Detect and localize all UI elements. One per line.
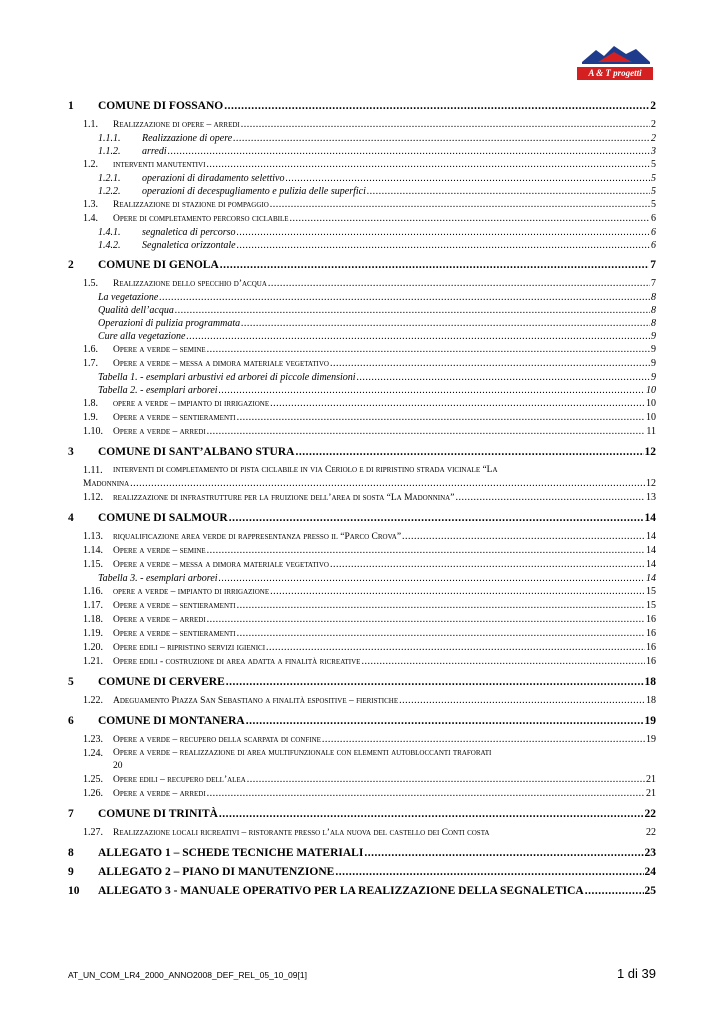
toc-entry[interactable]: [68, 172, 656, 185]
toc-entry[interactable]: [68, 655, 656, 669]
toc-entry-page: 23: [644, 847, 656, 859]
toc-dot-leader: [367, 185, 650, 198]
toc-dot-leader: [246, 715, 644, 727]
toc-entry-title: ALLEGATO 2 – PIANO DI MANUTENZIONE: [98, 866, 335, 878]
toc-entry-page: 7: [651, 278, 656, 289]
page-footer: [68, 966, 656, 981]
toc-entry-number: 1.26.: [83, 788, 103, 799]
toc-entry-title: COMUNE DI TRINITÀ: [98, 808, 218, 820]
toc-entry[interactable]: [68, 411, 656, 425]
toc-entry[interactable]: [68, 239, 656, 252]
toc-dot-leader: [207, 787, 645, 800]
toc-entry-title: Opere a verde – messa a dimora materiale vegetativo: [113, 359, 329, 369]
toc-entry-page: 5: [651, 173, 656, 184]
toc-entry-page: 9: [651, 372, 656, 383]
toc-entry-number: 1: [68, 100, 74, 112]
toc-entry-page: 8: [651, 292, 656, 303]
toc-entry[interactable]: [68, 491, 656, 505]
toc-dot-leader: [237, 599, 645, 612]
toc-entry-title: interventi di completamento di pista ciclabile in via Ceriolo e di ripristino strada vicinale “La: [113, 465, 498, 475]
toc-entry-page: 6: [651, 227, 656, 238]
toc-entry[interactable]: [68, 118, 656, 132]
toc-entry-title: COMUNE DI SANT’ALBANO STURA: [98, 446, 295, 458]
toc-entry-title: opere a verde – impianto di irrigazione: [113, 399, 270, 409]
toc-chapter[interactable]: [68, 259, 656, 271]
toc-entry-page: 21: [646, 774, 656, 785]
toc-entry-number: 1.4.1.: [98, 227, 121, 238]
toc-entry-page: 5: [651, 186, 656, 197]
toc-dot-leader: [402, 530, 645, 543]
toc-dot-leader: [330, 558, 645, 571]
toc-entry[interactable]: [68, 627, 656, 641]
toc-dot-leader: [220, 259, 649, 271]
toc-entry[interactable]: [68, 613, 656, 627]
toc-dot-leader: [290, 212, 650, 225]
toc-entry-page: 12: [646, 478, 656, 489]
toc-entry[interactable]: [68, 464, 656, 491]
toc-entry-number: 8: [68, 847, 74, 859]
table-of-contents: [68, 93, 656, 903]
toc-entry-number: 1.1.1.: [98, 133, 121, 144]
toc-entry[interactable]: [68, 787, 656, 801]
toc-entry-title: realizzazione di infrastrutture per la fruizione dell’area di sosta “La Madonnina”: [113, 493, 455, 503]
toc-dot-leader: [585, 885, 644, 897]
toc-entry-title: Opere a verde – arredi: [113, 615, 206, 625]
toc-dot-leader: [364, 847, 643, 859]
toc-dot-leader: [268, 277, 650, 290]
toc-entry-page: 11: [646, 426, 656, 437]
toc-entry-title: riqualificazione area verde di rappresentanza presso il “Parco Crova”: [113, 532, 402, 542]
toc-entry[interactable]: [68, 425, 656, 439]
toc-entry-page: 16: [646, 656, 656, 667]
toc-dot-leader: [130, 477, 645, 490]
toc-dot-leader: [237, 226, 650, 239]
toc-entry-page: 14: [646, 545, 656, 556]
toc-entry-number: 1.12.: [83, 492, 103, 503]
toc-entry[interactable]: [68, 185, 656, 198]
toc-entry-title: Opere di completamento percorso ciclabile: [113, 214, 289, 224]
toc-dot-leader: [295, 446, 643, 458]
toc-chapter[interactable]: [68, 446, 656, 458]
toc-dot-leader: [270, 585, 645, 598]
toc-entry[interactable]: [68, 304, 656, 317]
toc-entry-page: 16: [646, 614, 656, 625]
toc-dot-leader: [455, 491, 645, 504]
toc-entry-number: 7: [68, 808, 74, 820]
toc-entry-title: Opere a verde – messa a dimora materiale vegetativo: [113, 560, 329, 570]
toc-entry-page: 5: [651, 199, 656, 210]
toc-entry[interactable]: [68, 371, 656, 384]
toc-entry-number: 10: [68, 885, 80, 897]
toc-entry-title: Realizzazione di stazione di pompaggio: [113, 200, 269, 210]
toc-entry[interactable]: [68, 826, 656, 840]
toc-entry-title-continued: 20: [113, 761, 123, 771]
toc-entry-page: 9: [651, 331, 656, 342]
toc-entry-number: 1.25.: [83, 774, 103, 785]
toc-entry-title: Qualità dell’acqua: [98, 305, 174, 316]
toc-dot-leader: [399, 694, 645, 707]
toc-entry-number: 1.11.: [83, 465, 103, 476]
toc-entry-page: 19: [646, 734, 656, 745]
toc-entry[interactable]: [68, 277, 656, 291]
toc-entry-page: 15: [646, 600, 656, 611]
toc-chapter[interactable]: [68, 808, 656, 820]
toc-entry[interactable]: [68, 317, 656, 330]
toc-dot-leader: [237, 627, 645, 640]
toc-entry-page: 13: [646, 492, 656, 503]
toc-dot-leader: [224, 100, 649, 112]
toc-entry[interactable]: [68, 397, 656, 411]
toc-entry[interactable]: [68, 585, 656, 599]
toc-dot-leader: [229, 512, 644, 524]
toc-entry-number: 1.6.: [83, 344, 98, 355]
toc-dot-leader: [270, 397, 645, 410]
toc-entry-title: opere a verde – impianto di irrigazione: [113, 587, 270, 597]
toc-entry[interactable]: [68, 558, 656, 572]
toc-entry[interactable]: [68, 544, 656, 558]
toc-entry-page: 9: [651, 344, 656, 355]
toc-entry-title: Realizzazione di opere – arredi: [113, 120, 240, 130]
toc-entry-title: Cure alla vegetazione: [98, 331, 186, 342]
toc-entry-title: ALLEGATO 3 - MANUALE OPERATIVO PER LA REALIZZAZIONE DELLA SEGNALETICA: [98, 885, 584, 897]
toc-entry-title: interventi manutentivi: [113, 160, 206, 170]
toc-entry-title: COMUNE DI SALMOUR: [98, 512, 228, 524]
toc-dot-leader: [219, 808, 644, 820]
toc-entry-number: 1.17.: [83, 600, 103, 611]
toc-entry-page: 5: [651, 159, 656, 170]
toc-entry-number: 1.23.: [83, 734, 103, 745]
toc-entry-number: 1.4.2.: [98, 240, 121, 251]
toc-dot-leader: [159, 291, 650, 304]
toc-entry-page: 2: [651, 133, 656, 144]
toc-entry-number: 3: [68, 446, 74, 458]
toc-entry-number: 1.2.: [83, 159, 98, 170]
toc-entry-number: 1.14.: [83, 545, 103, 556]
toc-entry-page: 19: [644, 715, 656, 727]
toc-entry-page: 6: [651, 213, 656, 224]
toc-entry-number: 1.1.2.: [98, 146, 121, 157]
toc-entry-number: 1.24.: [83, 748, 103, 759]
toc-entry-number: 1.16.: [83, 586, 103, 597]
toc-dot-leader: [207, 343, 650, 356]
toc-entry-title: Opere edili – ripristino servizi igienici: [113, 643, 266, 653]
toc-entry-page: 22: [646, 827, 656, 838]
toc-entry-page: 3: [651, 146, 656, 157]
toc-entry-number: 1.5.: [83, 278, 98, 289]
toc-chapter[interactable]: [68, 885, 656, 897]
toc-entry-number: 1.19.: [83, 628, 103, 639]
toc-dot-leader: [330, 357, 650, 370]
toc-entry-page: 16: [646, 642, 656, 653]
toc-entry-title: Opere a verde – arredi: [113, 789, 206, 799]
toc-dot-leader: [206, 158, 650, 171]
toc-entry[interactable]: [68, 158, 656, 172]
toc-entry[interactable]: [68, 694, 656, 708]
toc-dot-leader: [322, 733, 645, 746]
toc-entry-title: arredi: [142, 146, 167, 157]
toc-entry-number: 1.2.1.: [98, 173, 121, 184]
toc-entry-page: 6: [651, 240, 656, 251]
toc-entry-page: 10: [646, 385, 656, 396]
toc-entry-title: Opere a verde – sentieramenti: [113, 413, 236, 423]
toc-entry[interactable]: [68, 132, 656, 145]
toc-entry[interactable]: [68, 343, 656, 357]
toc-entry-title: Tabella 2. - esemplari arborei: [98, 385, 218, 396]
toc-entry[interactable]: [68, 226, 656, 239]
toc-entry-page: 8: [651, 318, 656, 329]
toc-chapter[interactable]: [68, 847, 656, 859]
toc-chapter[interactable]: [68, 512, 656, 524]
footer-filename: AT_UN_COM_LR4_2000_ANNO2008_DEF_REL_05_10_09[1]: [68, 970, 307, 980]
toc-entry-page: 14: [646, 531, 656, 542]
toc-dot-leader: [241, 118, 650, 131]
toc-entry-page: 8: [651, 305, 656, 316]
toc-dot-leader: [270, 198, 650, 211]
toc-entry-number: 1.21.: [83, 656, 103, 667]
toc-entry-title: Opere a verde – sentieramenti: [113, 629, 236, 639]
toc-entry-number: 5: [68, 676, 74, 688]
toc-entry-number: 1.10.: [83, 426, 103, 437]
toc-dot-leader: [335, 866, 643, 878]
footer-page-number: 1 di 39: [616, 966, 656, 981]
toc-entry[interactable]: [68, 572, 656, 585]
toc-entry-page: 2: [651, 119, 656, 130]
toc-entry-number: 4: [68, 512, 74, 524]
toc-entry-number: 1.9.: [83, 412, 98, 423]
toc-entry[interactable]: [68, 145, 656, 158]
toc-entry-page: 10: [646, 412, 656, 423]
toc-entry-page: 14: [646, 573, 656, 584]
toc-dot-leader: [241, 317, 650, 330]
toc-entry-title: COMUNE DI MONTANERA: [98, 715, 245, 727]
toc-entry-title: Realizzazione dello specchio d’acqua: [113, 279, 267, 289]
toc-entry-title: operazioni di diradamento selettivo: [142, 173, 285, 184]
toc-entry-number: 1.22.: [83, 695, 103, 706]
toc-entry-number: 1.8.: [83, 398, 98, 409]
toc-dot-leader: [207, 425, 646, 438]
logo-text: A & T progetti: [577, 67, 653, 80]
toc-entry-number: 1.2.2.: [98, 186, 121, 197]
toc-entry-title: Tabella 1. - esemplari arbustivi ed arborei di piccole dimensioni: [98, 372, 356, 383]
toc-entry[interactable]: [68, 330, 656, 343]
toc-entry-number: 9: [68, 866, 74, 878]
toc-entry-number: 1.3.: [83, 199, 98, 210]
toc-entry-page: 24: [644, 866, 656, 878]
toc-dot-leader: [237, 411, 645, 424]
toc-entry[interactable]: [68, 212, 656, 226]
toc-entry-title: Adeguamento Piazza San Sebastiano a finalità espositive – fieristiche: [113, 696, 399, 706]
toc-entry-title: Opere a verde – arredi: [113, 427, 206, 437]
toc-dot-leader: [226, 676, 644, 688]
toc-entry-title: La vegetazione: [98, 292, 159, 303]
toc-dot-leader: [207, 544, 645, 557]
toc-entry-title: Realizzazione di opere: [142, 133, 233, 144]
toc-entry-title-continued: Madonnina: [83, 479, 130, 489]
toc-entry-title: Opere a verde – semine: [113, 345, 206, 355]
toc-entry-number: 6: [68, 715, 74, 727]
toc-chapter[interactable]: [68, 866, 656, 878]
toc-entry-number: 1.1.: [83, 119, 98, 130]
toc-dot-leader: [286, 172, 651, 185]
toc-entry[interactable]: [68, 733, 656, 747]
toc-entry-page: 16: [646, 628, 656, 639]
toc-chapter[interactable]: [68, 715, 656, 727]
toc-entry-page: 9: [651, 358, 656, 369]
toc-entry[interactable]: [68, 198, 656, 212]
toc-entry-number: 1.20.: [83, 642, 103, 653]
toc-entry-title: COMUNE DI FOSSANO: [98, 100, 224, 112]
toc-dot-leader: [219, 572, 645, 585]
toc-chapter[interactable]: [68, 676, 656, 688]
toc-entry-page: 22: [644, 808, 656, 820]
toc-entry-number: 2: [68, 259, 74, 271]
toc-entry-page: 7: [650, 259, 656, 271]
toc-entry-page: 12: [644, 446, 656, 458]
toc-entry-number: 1.7.: [83, 358, 98, 369]
toc-entry-title: Opere edili – recupero dell’alea: [113, 775, 246, 785]
toc-dot-leader: [175, 304, 650, 317]
toc-entry-page: 18: [646, 695, 656, 706]
toc-entry-title: Opere edili - costruzione di area adatta a finalità ricreative: [113, 657, 361, 667]
toc-entry-title: ALLEGATO 1 – SCHEDE TECNICHE MATERIALI: [98, 847, 364, 859]
toc-entry[interactable]: [68, 291, 656, 304]
toc-dot-leader: [168, 145, 650, 158]
toc-entry-page: 10: [646, 398, 656, 409]
toc-dot-leader: [233, 132, 650, 145]
toc-entry-title: Tabella 3. - esemplari arborei: [98, 573, 218, 584]
toc-entry-title: Opere a verde – recupero della scarpata di confine: [113, 735, 321, 745]
toc-entry-title: COMUNE DI CERVERE: [98, 676, 225, 688]
toc-entry-title: segnaletica di percorso: [142, 227, 236, 238]
logo-landscape-icon: [574, 40, 656, 68]
toc-dot-leader: [207, 613, 645, 626]
toc-dot-leader: [266, 641, 645, 654]
toc-entry-number: 1.13.: [83, 531, 103, 542]
toc-entry-title: Operazioni di pulizia programmata: [98, 318, 241, 329]
toc-entry[interactable]: [68, 747, 656, 773]
toc-entry-title: Opere a verde – sentieramenti: [113, 601, 236, 611]
toc-entry-title: COMUNE DI GENOLA: [98, 259, 219, 271]
toc-entry-number: 1.15.: [83, 559, 103, 570]
toc-entry-number: 1.4.: [83, 213, 98, 224]
toc-entry-number: 1.27.: [83, 827, 103, 838]
toc-dot-leader: [247, 773, 645, 786]
toc-entry[interactable]: [68, 357, 656, 371]
toc-entry-title: Realizzazione locali ricreativi – ristorante presso l’ala nuova del castello dei Conti costa: [113, 828, 490, 838]
toc-dot-leader: [361, 655, 645, 668]
toc-entry-page: 14: [644, 512, 656, 524]
company-logo: [574, 40, 656, 84]
toc-entry[interactable]: [68, 599, 656, 613]
toc-entry[interactable]: [68, 530, 656, 544]
toc-entry-page: 18: [644, 676, 656, 688]
toc-dot-leader: [237, 239, 650, 252]
toc-dot-leader: [186, 330, 650, 343]
toc-entry-page: 21: [646, 788, 656, 799]
toc-entry-title: operazioni di decespugliamento e pulizia delle superfici: [142, 186, 366, 197]
toc-entry-title: Opere a verde – realizzazione di area multifunzionale con elementi autobloccanti traforati: [113, 748, 492, 758]
toc-entry[interactable]: [68, 384, 656, 397]
toc-entry-number: 1.18.: [83, 614, 103, 625]
toc-entry-page: 14: [646, 559, 656, 570]
toc-entry[interactable]: [68, 773, 656, 787]
toc-entry-page: 15: [646, 586, 656, 597]
toc-entry-title: Opere a verde – semine: [113, 546, 206, 556]
toc-entry-page: 25: [644, 885, 656, 897]
toc-dot-leader: [219, 384, 645, 397]
toc-entry-title: Segnaletica orizzontale: [142, 240, 236, 251]
toc-dot-leader: [357, 371, 650, 384]
toc-entry[interactable]: [68, 641, 656, 655]
toc-entry-page: 2: [650, 100, 656, 112]
toc-chapter[interactable]: [68, 100, 656, 112]
